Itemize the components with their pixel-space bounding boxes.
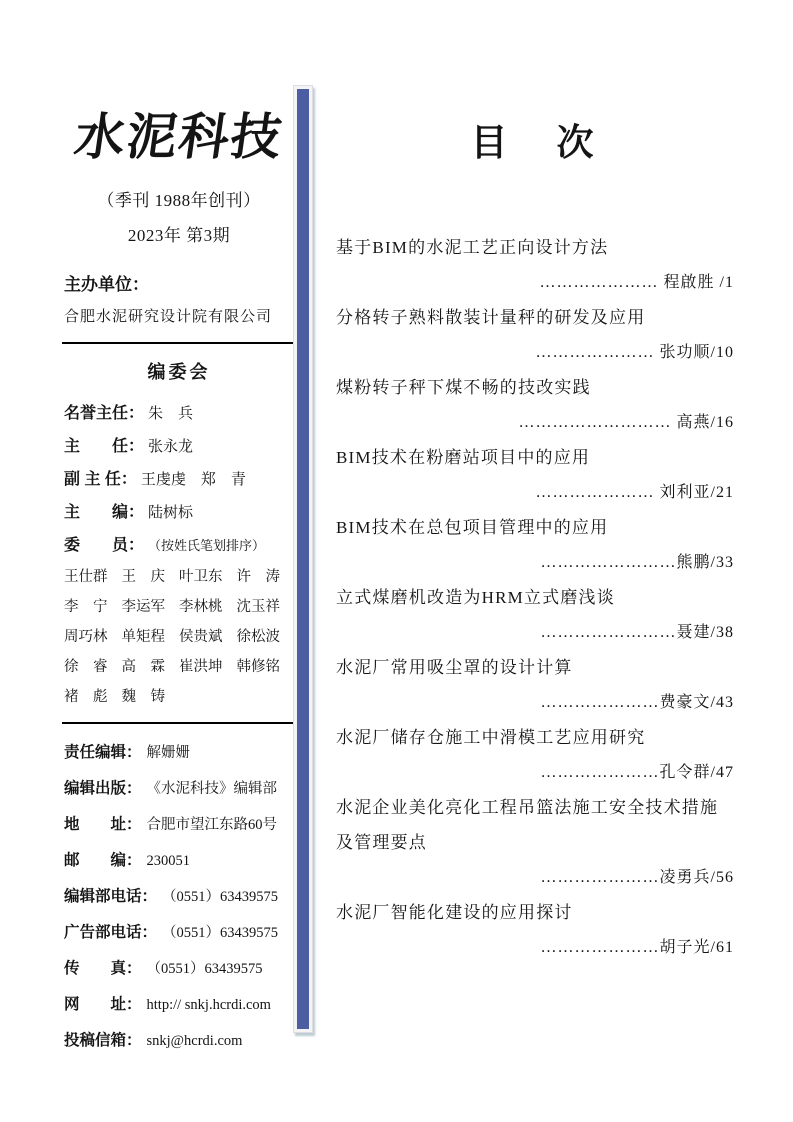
member-name: 叶卫东 bbox=[179, 569, 223, 585]
role-label: 副 主 任： bbox=[64, 471, 137, 488]
role-row bbox=[64, 433, 294, 455]
member-name: 沈玉祥 bbox=[236, 599, 280, 615]
toc-entry bbox=[336, 650, 734, 720]
role-row bbox=[64, 466, 294, 488]
pub-website: http:// snkj.hcrdi.com bbox=[146, 997, 271, 1013]
toc-title: 水泥企业美化亮化工程吊篮法施工安全技术措施 bbox=[336, 798, 719, 817]
section-rule-bottom bbox=[62, 722, 294, 724]
toc-entry bbox=[336, 370, 734, 440]
journal-title bbox=[64, 104, 294, 170]
pub-value: 230051 bbox=[146, 853, 191, 869]
pub-row bbox=[64, 812, 294, 834]
journal-issue: 2023年 第3期 bbox=[127, 226, 231, 245]
toc-entry bbox=[336, 440, 734, 510]
editorial-board-roles bbox=[64, 400, 294, 554]
committee-members-grid bbox=[64, 565, 294, 706]
member-name: 王仕群 bbox=[64, 569, 108, 585]
pub-value: 合肥市望江东路60号 bbox=[146, 817, 278, 833]
toc-title: 立式煤磨机改造为HRM立式磨浅谈 bbox=[336, 588, 615, 607]
journal-info-panel bbox=[64, 104, 294, 1064]
pub-value: （0551）63439575 bbox=[162, 925, 279, 941]
pub-value: （0551）63439575 bbox=[162, 889, 279, 905]
member-name: 周巧林 bbox=[64, 629, 108, 645]
pub-label: 编辑出版： bbox=[64, 780, 142, 797]
pub-row bbox=[64, 740, 294, 762]
editorial-board-heading: 编委会 bbox=[147, 362, 211, 382]
toc-entry bbox=[336, 790, 734, 895]
toc-author-line: ………………… 程啟胜 /1 bbox=[539, 274, 734, 291]
role-value: （按姓氏笔划排序） bbox=[148, 538, 266, 553]
role-value: 朱 兵 bbox=[148, 406, 194, 422]
toc-title: 水泥厂智能化建设的应用探讨 bbox=[336, 903, 573, 922]
toc-entry bbox=[336, 720, 734, 790]
toc-title: BIM技术在粉磨站项目中的应用 bbox=[336, 448, 591, 467]
member-name: 徐 睿 bbox=[64, 659, 108, 675]
toc-author-line: …………………胡子光/61 bbox=[540, 939, 734, 956]
member-name: 王 庆 bbox=[121, 569, 165, 585]
member-name: 崔洪坤 bbox=[179, 659, 223, 675]
pub-row bbox=[64, 920, 294, 942]
pub-label: 地 址： bbox=[64, 816, 142, 833]
role-value: 张永龙 bbox=[148, 439, 194, 455]
toc-title: 水泥厂储存仓施工中滑模工艺应用研究 bbox=[336, 728, 646, 747]
role-label: 委 员： bbox=[64, 537, 145, 554]
toc-heading: 目 次 bbox=[470, 123, 600, 164]
toc-author-line: …………………费豪文/43 bbox=[540, 694, 734, 711]
toc-entry bbox=[336, 510, 734, 580]
journal-title-text: 水泥科技 bbox=[71, 109, 287, 165]
member-name: 李林桃 bbox=[179, 599, 223, 615]
member-name: 徐松波 bbox=[236, 629, 280, 645]
toc-title: 分格转子熟料散装计量秤的研发及应用 bbox=[336, 308, 646, 327]
pub-row bbox=[64, 884, 294, 906]
pub-row bbox=[64, 776, 294, 798]
toc-author-line: ……………………… 高燕/16 bbox=[518, 414, 734, 431]
toc-entry bbox=[336, 580, 734, 650]
section-rule-top bbox=[62, 342, 294, 344]
toc-title: 基于BIM的水泥工艺正向设计方法 bbox=[336, 238, 609, 257]
toc-author-line: …………………孔令群/47 bbox=[540, 764, 734, 781]
pub-label: 投稿信箱： bbox=[64, 1032, 142, 1049]
pub-value: 《水泥科技》编辑部 bbox=[146, 781, 278, 797]
pub-value: 解姗姗 bbox=[146, 745, 191, 761]
role-row bbox=[64, 532, 294, 554]
pub-label: 责任编辑： bbox=[64, 744, 142, 761]
toc-author-line: ……………………熊鹏/33 bbox=[540, 554, 734, 571]
pub-row bbox=[64, 956, 294, 978]
toc-author-line: …………………凌勇兵/56 bbox=[540, 869, 734, 886]
pub-label: 广告部电话： bbox=[64, 924, 158, 941]
toc-panel bbox=[336, 112, 734, 965]
journal-subtitle: （季刊 1988年创刊） bbox=[97, 191, 261, 210]
role-row bbox=[64, 400, 294, 422]
pub-row bbox=[64, 1028, 294, 1050]
organizer-label: 主办单位： bbox=[64, 275, 149, 294]
pub-label: 传 真： bbox=[64, 960, 142, 977]
member-name: 侯贵斌 bbox=[179, 629, 223, 645]
toc-entry bbox=[336, 895, 734, 965]
member-name: 高 霖 bbox=[121, 659, 165, 675]
vertical-divider bbox=[293, 85, 313, 1033]
toc-entry bbox=[336, 230, 734, 300]
role-value: 王虔虔 郑 青 bbox=[140, 472, 246, 488]
role-label: 主 任： bbox=[64, 438, 145, 455]
member-name: 李运军 bbox=[121, 599, 165, 615]
pub-row bbox=[64, 848, 294, 870]
toc-author-line: ………………… 张功顺/10 bbox=[535, 344, 734, 361]
role-label: 主 编： bbox=[64, 504, 145, 521]
publication-info bbox=[64, 740, 294, 1050]
pub-label: 网 址： bbox=[64, 996, 142, 1013]
vertical-divider-bar bbox=[297, 89, 309, 1029]
toc-title: 煤粉转子秤下煤不畅的技改实践 bbox=[336, 378, 591, 397]
pub-value: （0551）63439575 bbox=[146, 961, 263, 977]
toc-title: BIM技术在总包项目管理中的应用 bbox=[336, 518, 609, 537]
toc-author-line: ………………… 刘利亚/21 bbox=[535, 484, 734, 501]
pub-label: 邮 编： bbox=[64, 852, 142, 869]
role-row bbox=[64, 499, 294, 521]
pub-label: 编辑部电话： bbox=[64, 888, 158, 905]
toc-author-line: ……………………聂建/38 bbox=[540, 624, 734, 641]
member-name: 魏 铸 bbox=[121, 689, 165, 705]
member-name: 许 涛 bbox=[236, 569, 280, 585]
pub-email: snkj@hcrdi.com bbox=[146, 1033, 243, 1049]
member-name: 韩修铭 bbox=[236, 659, 280, 675]
pub-row bbox=[64, 992, 294, 1014]
role-value: 陆树标 bbox=[148, 505, 194, 521]
member-name: 单矩程 bbox=[121, 629, 165, 645]
toc-entry bbox=[336, 300, 734, 370]
organizer-name: 合肥水泥研究设计院有限公司 bbox=[64, 309, 273, 325]
toc-title: 水泥厂常用吸尘罩的设计计算 bbox=[336, 658, 573, 677]
toc-title-line2: 及管理要点 bbox=[336, 833, 427, 852]
role-label: 名誉主任： bbox=[64, 405, 145, 422]
member-name: 褚 彪 bbox=[64, 689, 108, 705]
member-name: 李 宁 bbox=[64, 599, 108, 615]
